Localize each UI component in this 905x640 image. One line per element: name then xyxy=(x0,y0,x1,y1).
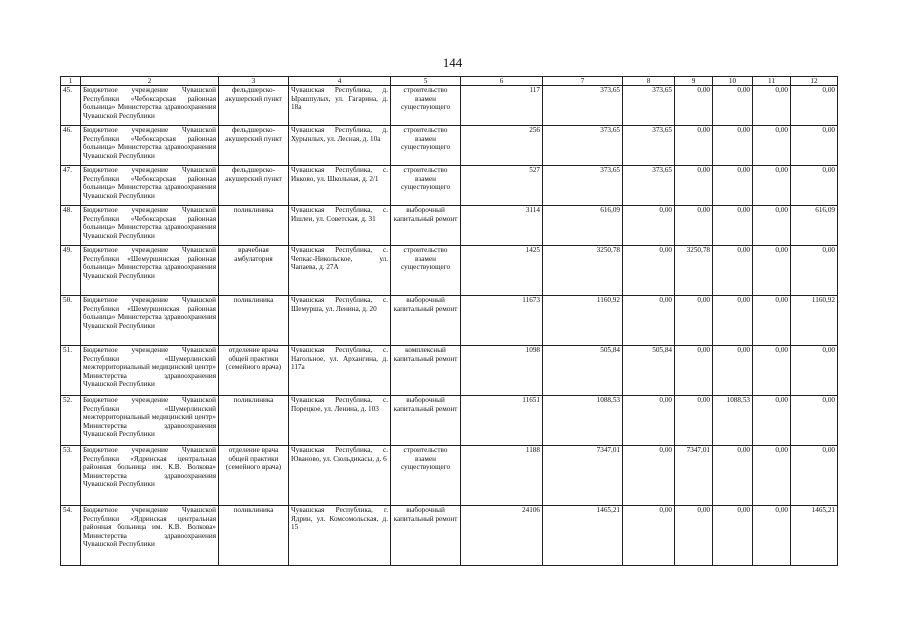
value-cell-10: 0,00 xyxy=(713,346,753,396)
row-number-cell: 52. xyxy=(61,396,81,446)
facility-type-cell: поликлиника xyxy=(219,296,289,346)
organization-cell: Бюджетное учреждение Чувашской Республики «Шемуршинская районная больница» Министерства здравоохранения Чувашской Республики xyxy=(81,296,219,346)
column-header: 2 xyxy=(81,77,219,86)
value-cell-11: 0,00 xyxy=(753,126,791,166)
value-cell-6: 117 xyxy=(461,86,543,126)
value-cell-9: 0,00 xyxy=(675,206,713,246)
value-cell-11: 0,00 xyxy=(753,506,791,566)
table-row xyxy=(61,346,838,396)
work-type-cell: выборочный капитальный ремонт xyxy=(391,206,461,246)
value-cell-12: 1160,92 xyxy=(791,296,838,346)
table-row xyxy=(61,246,838,296)
organization-cell: Бюджетное учреждение Чувашской Республики «Чебоксарская районная больница» Министерства здравоохранения Чувашской Республики xyxy=(81,126,219,166)
value-cell-10: 0,00 xyxy=(713,86,753,126)
value-cell-12: 0,00 xyxy=(791,246,838,296)
value-cell-6: 11651 xyxy=(461,396,543,446)
value-cell-9: 3250,78 xyxy=(675,246,713,296)
row-number-cell: 53. xyxy=(61,446,81,506)
address-cell: Чувашская Республика, г. Ядрин, ул. Комсомольская, д. 15 xyxy=(289,506,391,566)
row-number-cell: 46. xyxy=(61,126,81,166)
column-header: 5 xyxy=(391,77,461,86)
value-cell-8: 373,65 xyxy=(623,86,675,126)
value-cell-9: 0,00 xyxy=(675,346,713,396)
value-cell-12: 0,00 xyxy=(791,166,838,206)
row-number-cell: 50. xyxy=(61,296,81,346)
value-cell-11: 0,00 xyxy=(753,86,791,126)
value-cell-8: 0,00 xyxy=(623,506,675,566)
value-cell-7: 1160,92 xyxy=(543,296,623,346)
value-cell-8: 0,00 xyxy=(623,296,675,346)
value-cell-12: 0,00 xyxy=(791,446,838,506)
address-cell: Чувашская Республика, с. Чепкас-Никольское, ул. Чапаева, д. 27А xyxy=(289,246,391,296)
value-cell-8: 0,00 xyxy=(623,206,675,246)
column-header: 11 xyxy=(753,77,791,86)
value-cell-10: 0,00 xyxy=(713,296,753,346)
organization-cell: Бюджетное учреждение Чувашской Республики «Чебоксарская районная больница» Министерства здравоохранения Чувашской Республики xyxy=(81,206,219,246)
value-cell-10: 0,00 xyxy=(713,446,753,506)
facility-type-cell: фельдшерско-акушерский пункт xyxy=(219,166,289,206)
table-row xyxy=(61,296,838,346)
row-number-cell: 48. xyxy=(61,206,81,246)
facility-type-cell: поликлиника xyxy=(219,506,289,566)
value-cell-6: 1425 xyxy=(461,246,543,296)
value-cell-8: 0,00 xyxy=(623,396,675,446)
address-cell: Чувашская Республика, д. Ырашпулых, ул. Гагарина, д. 18а xyxy=(289,86,391,126)
organization-cell: Бюджетное учреждение Чувашской Республики «Чебоксарская районная больница» Министерства здравоохранения Чувашской Республики xyxy=(81,86,219,126)
value-cell-7: 616,09 xyxy=(543,206,623,246)
value-cell-11: 0,00 xyxy=(753,206,791,246)
work-type-cell: выборочный капитальный ремонт xyxy=(391,396,461,446)
table-row xyxy=(61,126,838,166)
value-cell-9: 0,00 xyxy=(675,396,713,446)
value-cell-9: 7347,01 xyxy=(675,446,713,506)
work-type-cell: строительство взамен существующего xyxy=(391,446,461,506)
value-cell-6: 256 xyxy=(461,126,543,166)
column-header: 12 xyxy=(791,77,838,86)
value-cell-7: 7347,01 xyxy=(543,446,623,506)
value-cell-7: 373,65 xyxy=(543,126,623,166)
address-cell: Чувашская Республика, с. Шемурша, ул. Ленина, д. 20 xyxy=(289,296,391,346)
value-cell-8: 0,00 xyxy=(623,446,675,506)
facility-type-cell: фельдшерско-акушерский пункт xyxy=(219,126,289,166)
value-cell-6: 3114 xyxy=(461,206,543,246)
organization-cell: Бюджетное учреждение Чувашской Республики «Ядринская центральная районная больница им. К.В. Волкова» Министерства здравоохранения Чувашской Республики xyxy=(81,506,219,566)
value-cell-6: 24106 xyxy=(461,506,543,566)
organization-cell: Бюджетное учреждение Чувашской Республики «Шумерлинский межтерриториальный медицинский центр» Министерства здравоохранения Чувашской Республики xyxy=(81,346,219,396)
value-cell-7: 1088,53 xyxy=(543,396,623,446)
value-cell-12: 0,00 xyxy=(791,126,838,166)
work-type-cell: выборочный капитальный ремонт xyxy=(391,506,461,566)
value-cell-7: 505,84 xyxy=(543,346,623,396)
work-type-cell: выборочный капитальный ремонт xyxy=(391,296,461,346)
facility-type-cell: поликлиника xyxy=(219,396,289,446)
value-cell-9: 0,00 xyxy=(675,506,713,566)
value-cell-6: 1098 xyxy=(461,346,543,396)
column-number-row xyxy=(61,77,838,86)
row-number-cell: 45. xyxy=(61,86,81,126)
facility-type-cell: поликлиника xyxy=(219,206,289,246)
address-cell: Чувашская Республика, с. Юваново, ул. Сюльдикасы, д. 6 xyxy=(289,446,391,506)
value-cell-11: 0,00 xyxy=(753,346,791,396)
value-cell-11: 0,00 xyxy=(753,166,791,206)
address-cell: Чувашская Республика, д. Хурынлых, ул. Лесная, д. 10а xyxy=(289,126,391,166)
work-type-cell: комплексный капитальный ремонт xyxy=(391,346,461,396)
address-cell: Чувашская Республика, с. Ишлеи, ул. Советская, д. 31 xyxy=(289,206,391,246)
value-cell-10: 0,00 xyxy=(713,206,753,246)
value-cell-6: 1188 xyxy=(461,446,543,506)
column-header: 7 xyxy=(543,77,623,86)
value-cell-11: 0,00 xyxy=(753,296,791,346)
value-cell-7: 373,65 xyxy=(543,86,623,126)
value-cell-12: 1465,21 xyxy=(791,506,838,566)
work-type-cell: строительство взамен существующего xyxy=(391,86,461,126)
value-cell-7: 373,65 xyxy=(543,166,623,206)
value-cell-10: 0,00 xyxy=(713,126,753,166)
column-header: 8 xyxy=(623,77,675,86)
value-cell-11: 0,00 xyxy=(753,446,791,506)
address-cell: Чувашская Республика, с. Икково, ул. Школьная, д. 2/1 xyxy=(289,166,391,206)
facility-type-cell: фельдшерско-акушерский пункт xyxy=(219,86,289,126)
column-header: 3 xyxy=(219,77,289,86)
value-cell-9: 0,00 xyxy=(675,296,713,346)
value-cell-9: 0,00 xyxy=(675,86,713,126)
column-header: 4 xyxy=(289,77,391,86)
column-header: 10 xyxy=(713,77,753,86)
value-cell-7: 3250,78 xyxy=(543,246,623,296)
value-cell-8: 373,65 xyxy=(623,126,675,166)
address-cell: Чувашская Республика, с. Нагольное, ул. Архангина, д. 117а xyxy=(289,346,391,396)
organization-cell: Бюджетное учреждение Чувашской Республики «Ядринская центральная районная больница им. К.В. Волкова» Министерства здравоохранения Чувашской Республики xyxy=(81,446,219,506)
address-cell: Чувашская Республика, с. Порецкое, ул. Ленина, д. 103 xyxy=(289,396,391,446)
column-header: 6 xyxy=(461,77,543,86)
value-cell-10: 0,00 xyxy=(713,506,753,566)
work-type-cell: строительство взамен существующего xyxy=(391,246,461,296)
value-cell-10: 1088,53 xyxy=(713,396,753,446)
table-row xyxy=(61,396,838,446)
column-header: 1 xyxy=(61,77,81,86)
value-cell-6: 527 xyxy=(461,166,543,206)
value-cell-7: 1465,21 xyxy=(543,506,623,566)
facility-type-cell: врачебная амбулатория xyxy=(219,246,289,296)
page-number: 144 xyxy=(442,55,463,70)
value-cell-8: 0,00 xyxy=(623,246,675,296)
work-type-cell: строительство взамен существующего xyxy=(391,126,461,166)
table-row xyxy=(61,506,838,566)
value-cell-6: 11673 xyxy=(461,296,543,346)
work-type-cell: строительство взамен существующего xyxy=(391,166,461,206)
value-cell-12: 0,00 xyxy=(791,346,838,396)
table-row xyxy=(61,166,838,206)
facility-type-cell: отделение врача общей практики (семейного врача) xyxy=(219,346,289,396)
facility-type-cell: отделение врача общей практики (семейного врача) xyxy=(219,446,289,506)
organization-cell: Бюджетное учреждение Чувашской Республики «Чебоксарская районная больница» Министерства здравоохранения Чувашской Республики xyxy=(81,166,219,206)
organization-cell: Бюджетное учреждение Чувашской Республики «Шемуршинская районная больница» Министерства здравоохранения Чувашской Республики xyxy=(81,246,219,296)
value-cell-11: 0,00 xyxy=(753,246,791,296)
table-row xyxy=(61,446,838,506)
facilities-table xyxy=(60,76,838,566)
value-cell-11: 0,00 xyxy=(753,396,791,446)
organization-cell: Бюджетное учреждение Чувашской Республики «Шумерлинский межтерриториальный медицинский центр» Министерства здравоохранения Чувашской Республики xyxy=(81,396,219,446)
value-cell-9: 0,00 xyxy=(675,166,713,206)
value-cell-8: 373,65 xyxy=(623,166,675,206)
value-cell-12: 0,00 xyxy=(791,86,838,126)
row-number-cell: 54. xyxy=(61,506,81,566)
row-number-cell: 49. xyxy=(61,246,81,296)
value-cell-10: 0,00 xyxy=(713,246,753,296)
value-cell-12: 616,09 xyxy=(791,206,838,246)
table-row xyxy=(61,206,838,246)
value-cell-12: 0,00 xyxy=(791,396,838,446)
column-header: 9 xyxy=(675,77,713,86)
row-number-cell: 51. xyxy=(61,346,81,396)
table-row xyxy=(61,86,838,126)
row-number-cell: 47. xyxy=(61,166,81,206)
value-cell-8: 505,84 xyxy=(623,346,675,396)
value-cell-10: 0,00 xyxy=(713,166,753,206)
value-cell-9: 0,00 xyxy=(675,126,713,166)
